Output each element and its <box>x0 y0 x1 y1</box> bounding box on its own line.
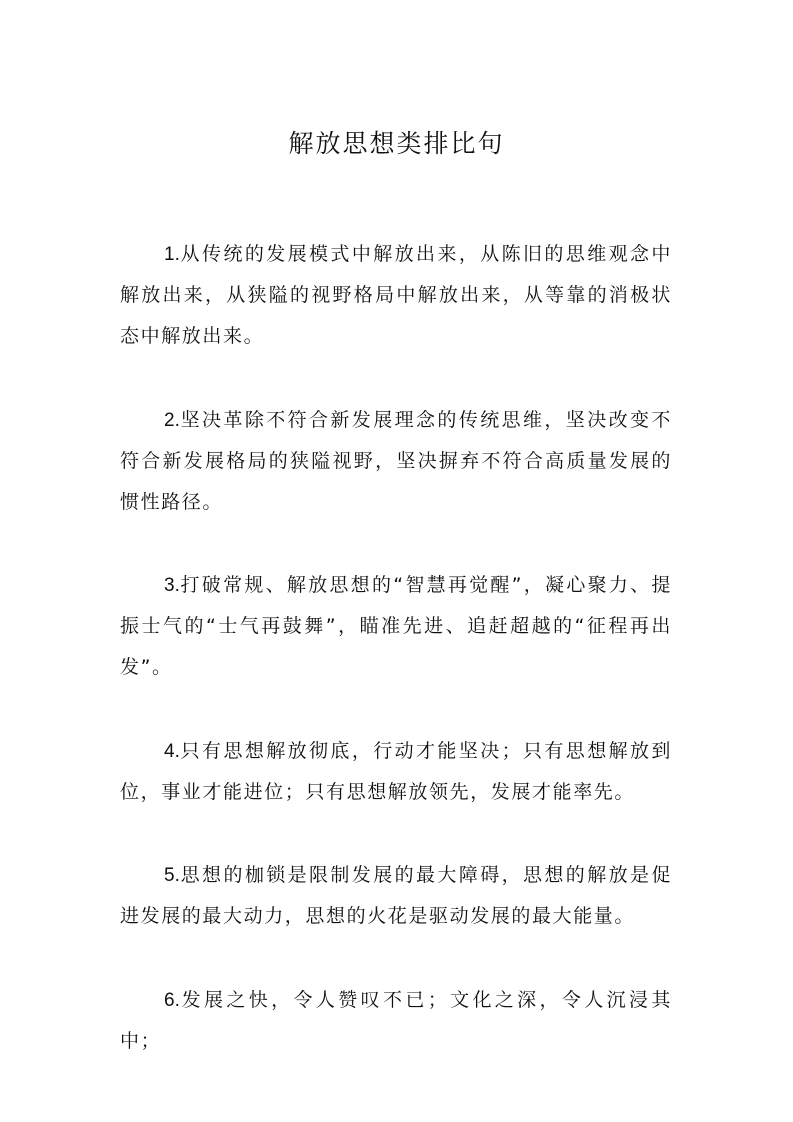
paragraph-1 <box>120 234 672 357</box>
paragraph-text: 发展之快，令人赞叹不已；文化之深，令人沉浸其中； <box>120 989 672 1052</box>
paragraph-text: 坚决革除不符合新发展理念的传统思维，坚决改变不符合新发展格局的狭隘视野，坚决摒弃不符合高质量发展的惯性路径。 <box>120 409 672 513</box>
document-title: 解放思想类排比句 <box>288 129 505 158</box>
paragraph-3 <box>120 565 672 688</box>
paragraph-number: 6. <box>164 990 180 1011</box>
paragraph-2 <box>120 400 672 523</box>
paragraph-number: 2. <box>164 410 180 431</box>
paragraph-number: 3. <box>164 575 180 596</box>
paragraph-text: 打破常规、解放思想的“智慧再觉醒”，凝心聚力、提振士气的“士气再鼓舞”，瞄准先进、追赶超越的“征程再出发”。 <box>120 574 672 678</box>
paragraph-number: 1. <box>164 244 180 265</box>
paragraph-6 <box>120 980 672 1062</box>
paragraph-4 <box>120 731 672 813</box>
paragraph-number: 5. <box>164 865 180 886</box>
paragraph-text: 从传统的发展模式中解放出来，从陈旧的思维观念中解放出来，从狭隘的视野格局中解放出来，从等靠的消极状态中解放出来。 <box>120 243 672 347</box>
paragraph-text: 思想的枷锁是限制发展的最大障碍，思想的解放是促进发展的最大动力，思想的火花是驱动发展的最大能量。 <box>120 864 672 927</box>
paragraph-text: 只有思想解放彻底，行动才能坚决；只有思想解放到位，事业才能进位；只有思想解放领先，发展才能率先。 <box>120 740 672 803</box>
paragraph-5 <box>120 855 672 937</box>
paragraph-number: 4. <box>164 741 180 762</box>
